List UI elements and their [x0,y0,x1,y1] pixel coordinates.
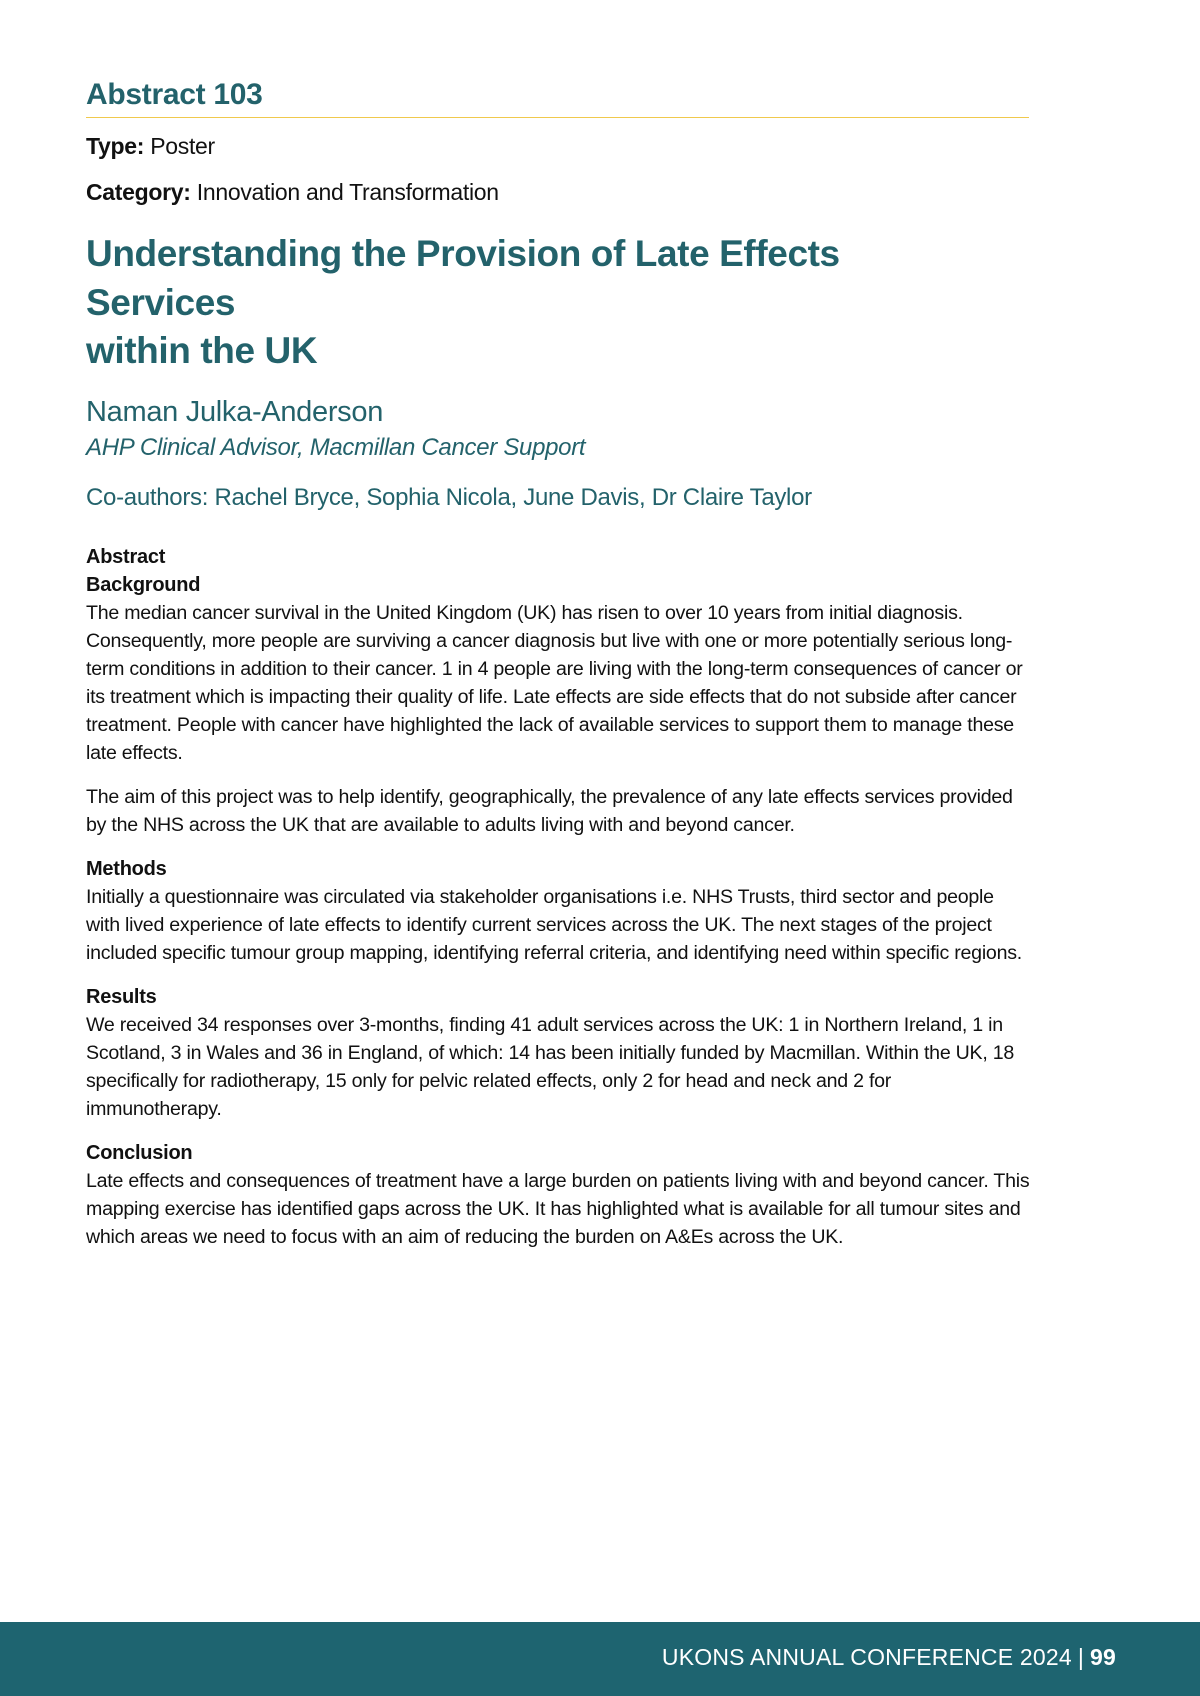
background-heading: Background [86,574,201,597]
background-section [86,571,1030,839]
type-label: Type: [86,133,145,159]
methods-heading: Methods [86,858,167,881]
page-footer [0,1622,1200,1696]
footer-text [662,1644,1116,1672]
methods-paragraph: Initially a questionnaire was circulated via stakeholder organisations i.e. NHS Trusts, third sector and people with lived experience of late effects to identify current services across the UK. The next stages of the project included specific tumour group mapping, identifying referral criteria, and identifying need within specific regions. [86,886,1022,965]
title-line-1: Understanding the Provision of Late Effects Services [86,232,840,323]
type-line [86,132,1030,162]
header-divider [86,117,1029,118]
coauthors: Co-authors: Rachel Bryce, Sophia Nicola, June Davis, Dr Claire Taylor [86,484,812,512]
results-heading: Results [86,986,157,1009]
author-name: Naman Julka-Anderson [86,396,384,429]
page-number: 99 [1090,1644,1116,1670]
methods-section [86,855,1030,967]
abstract-heading: Abstract [86,546,166,569]
conclusion-heading: Conclusion [86,1142,193,1165]
background-paragraph-2: The aim of this project was to help identify, geographically, the prevalence of any late effects services provided by the NHS across the UK that are available to adults living with and beyond cancer. [86,786,1013,837]
category-line [86,178,1030,208]
author-role: AHP Clinical Advisor, Macmillan Cancer Support [86,433,586,461]
abstract-page [86,78,1030,1267]
category-label: Category: [86,178,191,205]
abstract-title [86,230,986,376]
abstract-body [86,543,1030,1251]
background-paragraph-1: The median cancer survival in the United Kingdom (UK) has risen to over 10 years from initial diagnosis. Consequently, more people are surviving a cancer diagnosis but live with one or more potentially serious long-term conditions in addition to their cancer. 1 in 4 people are living with the long-term consequences of cancer or its treatment which is impacting their quality of life. Late effects are side effects that do not subside after cancer treatment. People with cancer have highlighted the lack of available services to support them to manage these late effects. [86,602,1023,765]
type-value: Poster [150,133,215,159]
conference-name: UKONS ANNUAL CONFERENCE 2024 [661,1644,1072,1670]
abstract-number: Abstract 103 [86,78,263,111]
results-paragraph: We received 34 responses over 3-months, finding 41 adult services across the UK: 1 in Northern Ireland, 1 in Scotland, 3 in Wales and 36 in England, of which: 14 has been initially funded by Macmillan. Within the UK, 18 specifically for radiotherapy, 15 only for pelvic related effects, only 2 for head and neck and 2 for immunotherapy. [86,1014,1015,1121]
conclusion-section [86,1139,1030,1251]
category-value: Innovation and Transformation [196,178,499,205]
title-line-2: within the UK [86,330,318,372]
results-section [86,983,1030,1123]
footer-separator: | [1077,1644,1085,1670]
conclusion-paragraph: Late effects and consequences of treatment have a large burden on patients living with and beyond cancer. This mapping exercise has identified gaps across the UK. It has highlighted what is available for all tumour sites and which areas we need to focus with an aim of reducing the burden on A&Es across the UK. [86,1170,1030,1249]
